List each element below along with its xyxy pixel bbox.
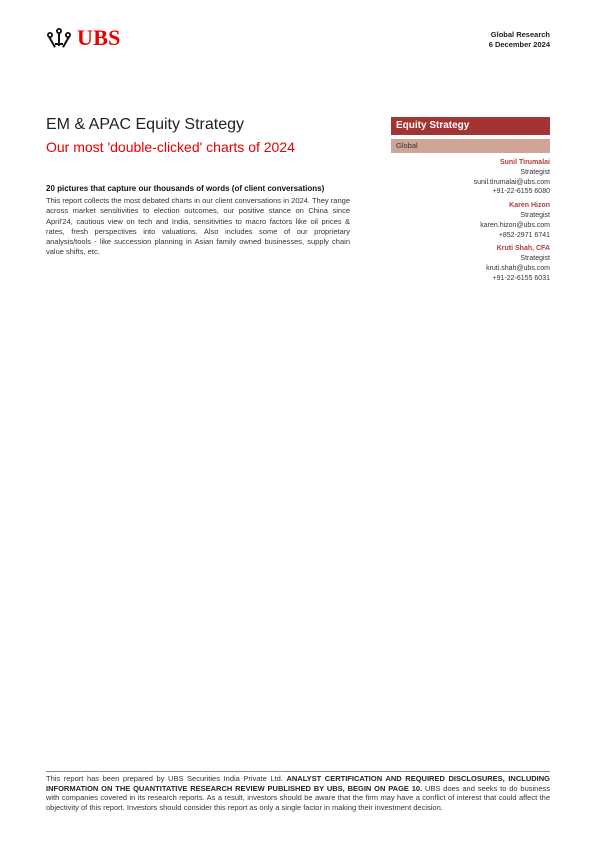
analyst-phone: +91-22-6155 6031: [492, 274, 550, 282]
disclosure-text: [46, 774, 550, 813]
analyst-email[interactable]: kruti.shah@ubs.com: [486, 264, 550, 272]
research-section: Global Research: [490, 30, 550, 39]
page-subtitle: Our most 'double-clicked' charts of 2024: [46, 139, 295, 155]
disclosure-intro: This report has been prepared by UBS Securities India Private Ltd.: [46, 774, 287, 783]
region-banner: [391, 139, 550, 153]
ubs-keys-icon: [46, 27, 72, 49]
summary-body: This report collects the most debated charts in our client conversations in 2024. They range across market sensitivities to election outcomes, our positive stance on China since April'24, cautious view on tech and India, sensitivities to macro factors like oil prices & rates, fresh perspectives into valuations. Also includes some of our proprietary analysis/tools - like succession planning in Asian family owned businesses, supply chain value shifts, etc.: [46, 196, 350, 257]
analyst-phone: +91-22-6155 6080: [492, 188, 550, 196]
disclosure-rest: UBS does and seeks to do business with companies covered in its research reports. As a result, investors should be aware that the firm may have a conflict of interest that could affect the objectivity of this report. Investors should consider this report as only a single factor in making their investment decision.: [46, 783, 550, 813]
analyst-name: Kruti Shah, CFA: [496, 245, 550, 253]
ubs-wordmark: UBS: [77, 25, 121, 50]
disclosure-certification: ANALYST CERTIFICATION AND REQUIRED DISCLOSURES, INCLUDING INFORMATION ON THE QUANTITATIVE RESEARCH REVIEW PUBLISHED BY UBS, BEGIN ON PAGE 10.: [46, 774, 550, 793]
ubs-logo: [46, 27, 121, 49]
analyst-email[interactable]: sunil.tirumalai@ubs.com: [473, 178, 550, 186]
analyst-role: Strategist: [520, 168, 550, 176]
analyst-name: Sunil Tirumalai: [499, 159, 550, 166]
header-meta: [489, 30, 550, 50]
analyst-list: [390, 158, 550, 288]
summary-section: [46, 183, 350, 258]
analyst-card: [390, 158, 550, 197]
region-label: Global: [396, 141, 418, 150]
category-label: Equity Strategy: [396, 120, 470, 131]
analyst-name: Karen Hizon: [509, 202, 550, 210]
publication-date: 6 December 2024: [488, 40, 550, 49]
analyst-phone: +852-2971 6741: [498, 231, 550, 239]
analyst-card: [390, 244, 550, 283]
footer-divider: [46, 771, 550, 772]
summary-heading: 20 pictures that capture our thousands of words (of client conversations): [46, 184, 325, 193]
analyst-email[interactable]: karen.hizon@ubs.com: [480, 221, 550, 229]
category-banner: [391, 117, 550, 135]
analyst-card: [390, 201, 550, 240]
analyst-role: Strategist: [520, 211, 550, 219]
analyst-role: Strategist: [520, 255, 550, 263]
page-title: EM & APAC Equity Strategy: [46, 116, 245, 133]
